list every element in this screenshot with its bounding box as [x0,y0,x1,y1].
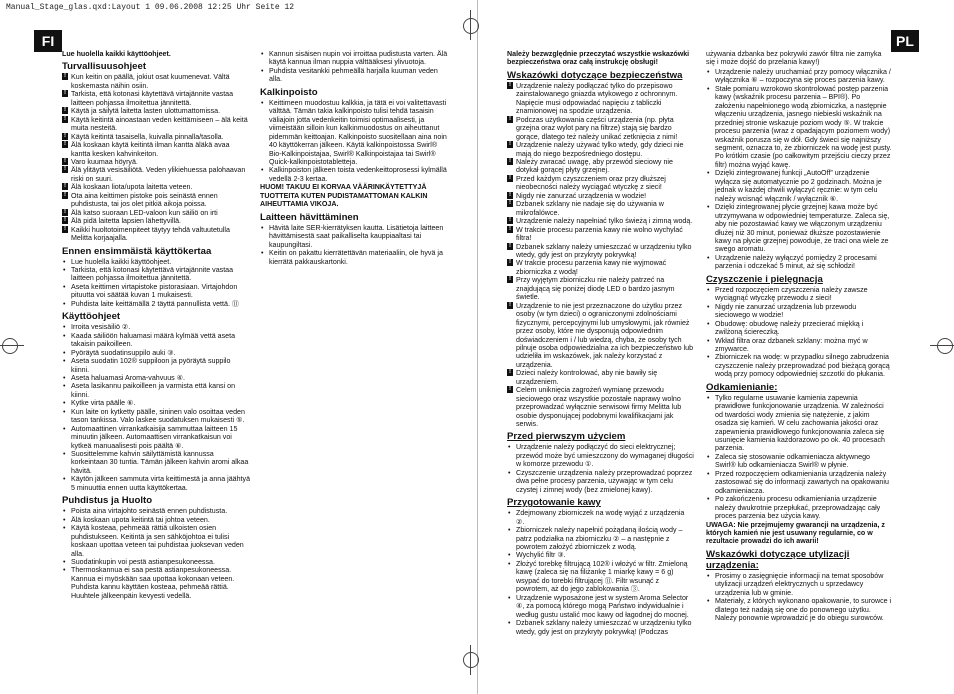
bullet-item: • Materiały, z których wykonano opakowanie, to surowce i dlatego też nadają się one do ponownego użytku. Należy ponownie wprowadzić je do obiegu surowców. [706,597,892,622]
warning-item: ! Älä pidä laitetta lapsien lähettyvillä. [62,217,250,225]
bullet-item: • Aseta lasikannu paikoilleen ja varmista että kansi on kiinni. [62,382,250,399]
bullet-item: • Käytön jälkeen sammuta virta keittimestä ja anna jäähtyä 5 minuuttia ennen uutta käyttökertaa. [62,475,250,492]
bullet-item: • Wychylić filtr ③. [507,551,694,559]
bullet-item: • Zbiorniczek należy napełnić pożądaną ilością wody – patrz podziałka na zbiorniczku ② – a następnie z powrotem założyć zbiorniczek z wodą. [507,526,694,551]
warning-item: ! Käytä keitintä tasaisella, kuivalla pinnalla/tasolla. [62,133,250,141]
section-heading: Wskazówki dotyczące bezpieczeństwa [507,69,683,81]
bullet-list [260,99,450,184]
warning-item: ! Należy zwracać uwagę, aby przewód sieciowy nie dotykał gorącej płyty grzejnej. [507,158,694,175]
warning-item: ! Urządzenie należy używać tylko wtedy, gdy dzieci nie mają do niego bezpośredniego dostępu. [507,141,694,158]
section-heading: Laitteen hävittäminen [260,211,359,223]
warning-item: ! Dzieci należy kontrolować, aby nie bawiły się urządzeniem. [507,369,694,386]
column-pl-right [706,50,892,685]
bullet-item: • Irroita vesisäiliö ②. [62,323,250,331]
section-heading: Odkamienianie: [706,381,778,393]
bullet-item: • Tylko regularne usuwanie kamienia zapewnia prawidłowe funkcjonowanie urządzenia. W zależności od twardości wody zmienia się natężenie, z jakim osadza się kamień. W celu zachowania jakości oraz zapewnienia prawidłowego funkcjonowania zaleca się usunięcie kamienia każdorazowo po ok. 40 procesach parzenia. [706,394,892,453]
bullet-list [62,258,250,309]
bullet-item: • Przed rozpoczęciem czyszczenia należy zawsze wyciągnąć wtyczkę przewodu z sieci! [706,286,892,303]
registration-mark [937,338,953,354]
bullet-item: • Urządzenie należy podłączyć do sieci elektrycznej; przewód może być umieszczony do wymaganej długości w komorze przewodu ①. [507,443,694,468]
paragraph: UWAGA: Nie przejmujemy gwarancji na urządzenia, z których kamień nie jest usuwany regularnie, co w rezultacie prowadzi do ich awarii! [706,520,885,546]
page-gutter [477,0,478,694]
warning-item: ! Przed każdym czyszczeniem oraz przy dłuższej nieobecności należy wyciągać wtyczkę z sieci! [507,175,694,192]
bullet-item: • Prosimy o zasięgnięcie informacji na temat sposobów utylizacji urządzeń elektrycznych u sprzedawcy urządzenia lub w gminie. [706,572,892,597]
warning-item: ! Älä katso suoraan LED-valoon kun säiliö on irti [62,209,250,217]
bullet-item: • Urządzenie należy wyłączyć pomiędzy 2 procesami parzenia i odczekać 5 minut, aż się schłodzi! [706,254,892,271]
warning-item: ! Urządzenie należy podłączać tylko do przepisowo zainstalowanego gniazda wtykowego z ochronnym. Napięcie musi odpowiadać napięciu z tabliczki znamionowej na spodzie urządzenia. [507,82,694,116]
registration-line [0,345,24,346]
bullet-item: • Obudowę: obudowę należy przecierać miękką i zwilżoną ściereczką. [706,320,892,337]
paragraph: używania dzbanka bez pokrywki zawór filtra nie zamyka się i może dojść do przelania kawy!) [706,50,882,67]
bullet-item: • Aseta keittimen virtapistoke pistorasiaan. Virtajohdon pituutta voi säätää kuvan 1 mukaisesti. [62,283,250,300]
warning-item: ! Älä koskaan käytä keitintä ilman kantta äläkä avaa kantta kesken kahvinkeiton. [62,141,250,158]
bullet-item: • Dzięki zintegrowanej płycie grzejnej kawa może być utrzymywana w odpowiedniej temperaturze. Zaleca się, aby nie pozostawiać kawy we włączonym urządzeniu dłużej niż 30 minut, ponieważ dłuższe pozostawienie kawy na płycie grzejnej powoduje, że traci ona wiele ze swego aromatu. [706,203,892,254]
registration-line [930,345,954,346]
bullet-item: • Zbiorniczek na wodę: w przypadku silnego zabrudzenia czyszczenie należy przeprowadzać pod bieżącą gorącą wodą przy pomocy odpowiedniej szczotki do płukania. [706,353,892,378]
bullet-item: • Automaattinen virrankatkaisija sammuttaa laitteen 15 minuutin jälkeen. Automaattisen virrankatkaisun voi kytkeä manuaalisesti pois päältä ⑥. [62,425,250,450]
bullet-list [706,572,892,623]
registration-mark [463,652,479,668]
warning-item: ! Tarkista, että kotonasi käytettävä virtajännite vastaa laitteen pohjassa ilmoitettua jännitettä. [62,90,250,107]
bullet-list [260,50,450,84]
warning-item: ! Käytä keitintä ainoastaan veden keittämiseen – älä keitä muita nesteitä. [62,116,250,133]
warning-item: ! Urządzenie należy napełniać tylko świeżą i zimną wodą. [507,217,694,225]
registration-mark [2,338,18,354]
warning-item: ! Nigdy nie zanurzać urządzenia w wodzie! [507,192,694,200]
bullet-item: • Wkład filtra oraz dzbanek szklany: można myć w zmywarce. [706,337,892,354]
bullet-item: • Kun laite on kytketty päälle, sininen valo osoittaa veden tason tankissa. Valo laskee suodatuksen mukaisesti ⑤. [62,408,250,425]
bullet-item: • Stałe pomiaru wzrokowo skontrolować postęp parzenia kawy (wskaźnik procesu parzenia – BPI®). Po założeniu napełnionego wodą zbiorniczka, a następnie włączeniu urządzenia, jasnego niebieski wskaźnik na przedniej stronie wskazuje poziom wody ⑤. W trakcie procesu parzenia (wraz z opadającym poziomem wody) wskaźnik porusza się w dół. Gdy świeci się najniższy segment, oznacza to, że zbiorniczek na wodę jest pusty. Po krótkim czasie (po całkowitym przejściu cieczy przez filtr) można wyjąć kawę. [706,85,892,170]
section-heading: Ennen ensimmäistä käyttökertaa [62,245,212,257]
bullet-item: • Kannun sisäisen nupin voi irroittaa pudistusta varten. Älä käytä kannua ilman nuppia välttääksesi ylivuotoja. [260,50,450,67]
bullet-list [706,286,892,379]
section-heading: Kalkinpoisto [260,86,318,98]
warning-item: ! W trakcie procesu parzenia kawy nie wyjmować zbiorniczka z wodą! [507,259,694,276]
language-tab-fi: FI [34,30,62,52]
registration-mark [463,18,479,34]
bullet-item: • Suodatinkupin voi pestä astianpesukoneessa. [62,558,250,566]
bullet-item: • Aseta suodatin 102® suppiloon ja pyöräytä suppilo kiinni. [62,357,250,374]
bullet-item: • Puhdista vesitankki pehmeällä harjalla kuuman veden alla. [260,67,450,84]
column-pl-left [507,50,694,685]
paragraph: HUOM! TAKUU EI KORVAA VÄÄRINKÄYTETTYJÄ TUOTTEITA KUTEN PUDISTAMATTOMAN KALKIN AIHEUTTAMIA VIKOJA. [260,183,428,209]
warning-item: ! Älä koskaan liota/upota laitetta veteen. [62,183,250,191]
paragraph: Lue huolella kaikki käyttöohjeet. [62,50,171,58]
section-heading: Turvallisuusohjeet [62,61,147,73]
bullet-list [706,394,892,521]
bullet-item: • Urządzenie należy uruchamiać przy pomocy włącznika / wyłącznika ⑥ – rozpoczyna się proces parzenia kawy. [706,68,892,85]
bullet-item: • Keittimeen muodostuu kalkkia, ja tätä ei voi valitettavasti välttää. Tämän takia kalkinpoisto tulisi tehdä tasaisin väliajoin jotta vedenkeitin toimisi optimaalisesti, ja viimeistään silloin kun kalkinmuodostus on aiheuttanut pidemmän keittoajan. Kalkinpoisto suositellaan aina noin 40 käyttökerran jälkeen. Käytä kalkinpoistossa Swirl® Bio-Kalkinpoistajaa, Swirl® Kalkinpoistajaa tai Swirl® Quick-kalkinpoistotablettejа. [260,99,450,167]
bullet-item: • Puhdista laite keittämällä 2 täyttä pannullista vettä. ⑪ [62,300,250,308]
bullet-list [62,507,250,600]
warning-item: ! Käytä ja säilytä laitetta lasten ulottumattomissa. [62,107,250,115]
section-heading: Przed pierwszym użyciem [507,431,626,443]
bullet-item: • Lue huolella kaikki käyttöohjeet. [62,258,250,266]
warning-item: ! Dzbanek szklany nie nadaje się do używania w mikrofalówce. [507,200,694,217]
bullet-list [260,224,450,266]
warning-item: ! Älä ylitäytä vesisäiliötä. Veden ylikiehuessa palohaavan riski on suuri. [62,166,250,183]
column-fi-left [62,50,250,685]
bullet-list [507,443,694,494]
bullet-item: • Dzbanek szklany należy umieszczać w urządzeniu tylko wtedy, gdy jest on przykryty pokrywką! (Podczas [507,619,694,636]
bullet-item: • Zdejmowany zbiorniczek na wodę wyjąć z urządzenia ②. [507,509,694,526]
bullet-item: • Przed rozpoczęciem odkamieniania urządzenia należy zastosować się do informacji zawartych na opakowaniu odkamieniacza. [706,470,892,495]
file-header: Manual_Stage_glas.qxd:Layout 1 09.06.2008 12:25 Uhr Seite 12 [6,3,295,12]
warning-item: ! Urządzenie to nie jest przeznaczone do użytku przez osoby (w tym dzieci) o ograniczonymi zdolnościami fizycznymi, percepcyjnymi lub umysłowymi, jak również przez osoby, które nie dysponują odpowiednim doświadczeniem i / lub wiedzą, chyba, że osoby tych pilnuje osoba odpowiedzialna za ich bezpieczeństwo lub udzieliła im wskazówek, jak należy korzystać z urządzenia. [507,302,694,370]
paragraph: Należy bezwzględnie przeczytać wszystkie wskazówki bezpieczeństwa oraz całą instrukcję obsługi! [507,50,690,67]
registration-line [470,10,471,40]
bullet-item: • Po zakończeniu procesu odkamieniania urządzenie należy dwukrotnie przepłukać, przeprowadzając cały proces parzenia bez użycia kawy. [706,495,892,520]
warning-item: ! Celem uniknięcia zagrożeń wymianę przewodu sieciowego oraz wszystkie pozostałe naprawy wolno przeprowadzać wyłącznie serwisowi firmy Melitta lub osobie dysponującej podobnymi kwalifikacjami jak serwis. [507,386,694,428]
bullet-item: • Poista aina virtajohto seinästä ennen puhdistusta. [62,507,250,515]
warning-item: ! Podczas użytkowania części urządzenia (np. płyta grzejna oraz wylot pary na filtrze) stają się bardzo gorące, dlatego też należy unikać zetknięcia z nimi! [507,116,694,141]
bullet-item: • Hävitä laite SER-kierrätyksen kautta. Lisätietoja laitteen hävittämisestä saat paikalliselta kauppiaaltasi tai kaupungiltasi. [260,224,450,249]
language-tab-pl: PL [891,30,919,52]
registration-line [470,645,471,675]
section-heading: Czyszczenie i pielęgnacja [706,273,823,285]
warning-item: ! Przy wyjętym zbiorniczku nie należy patrzeć na znajdującą się poniżej diodę LED o bardzo jasnym świetle. [507,276,694,301]
bullet-list [62,73,250,242]
bullet-list [507,509,694,636]
warning-item: ! Ota aina keittimen pistoke pois seinästä ennen puhdistusta, tai jos olet pitkiä aikoja poissa. [62,192,250,209]
bullet-item: • Złożyć torebkę filtrującą 102® i włożyć w filtr. Zmieloną kawę (zaleca się na filiżankę 1 miarkę kawy = 6 g) wsypać do torebki filtrującej ⑪. Filtr wsunąć z powrotem, aż do jego zablokowania ③. [507,560,694,594]
bullet-item: • Dzięki zintegrowanej funkcji „AutoOff” urządzenie wyłącza się automatycznie po 2 godzinach. Można je jednak w każdej chwili wyłączyć ręcznie: w tym celu należy wcisnąć włącznik / wyłącznik ⑥. [706,169,892,203]
bullet-item: • Urządzenie wyposażone jest w system Aroma Selector ④, za pomocą którego mogą Państwo indywidualnie i według gustu ustalić moc kawy od łagodnej do mocnej. [507,594,694,619]
bullet-item: • Aseta haluamasi Aroma-vahvuus ④. [62,374,250,382]
bullet-list [62,323,250,492]
warning-item: ! Kaikki huoltotoimenpiteet täytyy tehdä valtuutetulla Melitta korjaajalla. [62,226,250,243]
bullet-item: • Thermoskannua ei saa pestä astianpesukoneessa. Kannua ei myöskään saa upottaa kokonaan veteen. Puhdista kannu käyttäen kosteaa, pehmeää rättiä. Huuhtele jälkeenpäin kevyesti vedellä. [62,566,250,600]
bullet-item: • Czyszczenie urządzenia należy przeprowadzać poprzez dwa pełne procesy parzenia, używając w tym celu czystej i zimnej wody (bez zmielonej kawy). [507,469,694,494]
warning-item: ! Kun keitin on päällä, jokiut osat kuumenevat. Vältä koskemasta näihin osiin. [62,73,250,90]
bullet-list [507,82,694,429]
column-fi-right [260,50,450,685]
section-heading: Przygotowanie kawy [507,497,601,509]
bullet-list [706,68,892,271]
warning-item: ! W trakcie procesu parzenia kawy nie wolno wychylać filtra! [507,226,694,243]
bullet-item: • Tarkista, että kotonasi käytettävä virtajännite vastaa laitteen pohjassa ilmoitettua jännitettä. [62,266,250,283]
bullet-item: • Pyöräytä suodatinsuppilo auki ③. [62,349,250,357]
bullet-item: • Zaleca się stosowanie odkamieniacza aktywnego Swirl® lub odkamieniacza Swirl® w płynie. [706,453,892,470]
bullet-item: • Kytke virta päälle ⑥. [62,399,250,407]
bullet-item: • Älä koskaan upota keitintä tai johtoa veteen. [62,516,250,524]
bullet-item: • Nigdy nie zanurzać urządzenia lub przewodu sieciowego w wodzie! [706,303,892,320]
bullet-item: • Kalkinpoiston jälkeen toista vedenkeittoprosessi kylmällä vedellä 2-3 kertaa. [260,166,450,183]
bullet-item: • Suosittelemme kahvin säilyttämistä kannussa korkeintaan 30 tuntia. Tämän jälkeen kahvin aromi alkaa hävitä. [62,450,250,475]
section-heading: Puhdistus ja Huolto [62,495,153,507]
bullet-item: • Kaada säiliöön haluamasi määrä kylmää vettä aseta takaisin paikoilleen. [62,332,250,349]
bullet-item: • Keitin on pakattu kierrätettävän materiaaliin, ole hyvä ja kierrätä pakkauskartonki. [260,249,450,266]
section-heading: Käyttöohjeet [62,311,121,323]
section-heading: Wskazówki dotyczące utylizacji urządzenia: [706,548,850,571]
warning-item: ! Varo kuumaa höyryä. [62,158,250,166]
warning-item: ! Dzbanek szklany należy umieszczać w urządzeniu tylko wtedy, gdy jest on przykryty pokrywką! [507,243,694,260]
bullet-item: • Käytä kosteaa, pehmeää rättiä ulkoisten osien puhdistukseen. Keitintä ja sen sähköjohtoa ei tulisi koskaan upottaa veteen tai puhdistaa juoksevan veden alla. [62,524,250,558]
